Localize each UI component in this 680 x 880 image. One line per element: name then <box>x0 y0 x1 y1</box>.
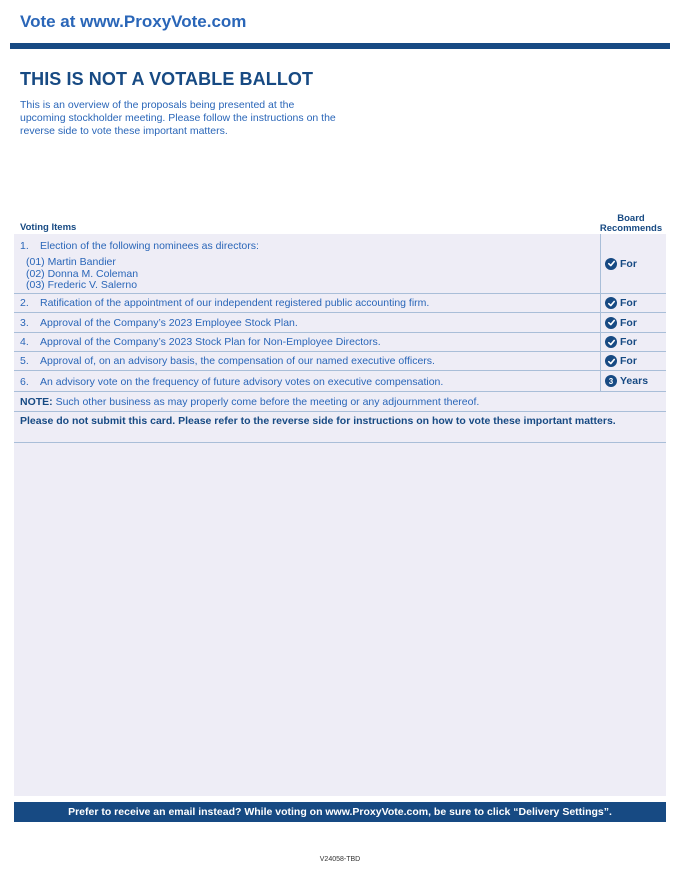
recommendation-label: For <box>620 257 637 270</box>
item-number: 1. <box>20 240 29 252</box>
board-recommendation <box>600 371 666 391</box>
recommendation-label: For <box>620 316 637 329</box>
page-title: THIS IS NOT A VOTABLE BALLOT <box>20 69 314 89</box>
nominee: (03) Frederic V. Salerno <box>26 279 138 291</box>
warning-row <box>14 412 666 443</box>
document-code: V24058-TBD <box>319 856 361 863</box>
checkmark-circle-icon <box>605 258 617 270</box>
recommendation-label: For <box>620 297 637 309</box>
nominee: (02) Donna M. Coleman <box>26 267 139 280</box>
note-row <box>14 392 666 412</box>
recommendation-label: For <box>620 355 637 367</box>
header-rule <box>10 43 670 49</box>
note-text <box>20 396 479 408</box>
voting-item-1 <box>14 234 666 294</box>
do-not-submit-warning: Please do not submit this card. Please refer to the reverse side for instructions on how to vote these important matters. <box>20 415 616 427</box>
board-recommendation <box>600 294 666 312</box>
item-text: Approval of, on an advisory basis, the compensation of our named executive officers. <box>40 355 435 367</box>
board-recommendation <box>600 234 666 293</box>
board-recommendation <box>600 313 666 332</box>
note-body: Such other business as may properly come before the meeting or any adjournment thereof. <box>52 396 480 408</box>
board-heading-line1: Board <box>617 213 645 224</box>
checkmark-circle-icon <box>605 297 617 309</box>
voting-item-3 <box>14 313 666 333</box>
delivery-settings-banner: Prefer to receive an email instead? While voting on www.ProxyVote.com, be sure to click “Delivery Settings”. <box>14 802 666 822</box>
item-number: 6. <box>20 376 29 388</box>
voting-item-5 <box>14 352 666 371</box>
checkmark-circle-icon <box>605 355 617 367</box>
item-text: An advisory vote on the frequency of future advisory votes on executive compensation. <box>40 376 444 388</box>
voting-item-6 <box>14 371 666 392</box>
item-number: 3. <box>20 317 29 329</box>
checkmark-circle-icon <box>605 317 617 329</box>
checkmark-circle-icon <box>605 336 617 348</box>
voting-items-heading: Voting Items <box>20 222 77 233</box>
intro-text: This is an overview of the proposals being presented at the upcoming stockholder meeting. Please follow the instructions on the reverse side to vote these important matters. <box>20 99 336 137</box>
voting-item-2 <box>14 294 666 313</box>
note-label: NOTE: <box>20 396 53 408</box>
item-text: Ratification of the appointment of our independent registered public accounting firm. <box>40 297 430 309</box>
recommendation-label: Years <box>620 375 649 387</box>
board-heading-line2: Recommends <box>599 223 663 234</box>
item-text: Approval of the Company’s 2023 Employee Stock Plan. <box>40 317 298 329</box>
recommendation-label: For <box>620 336 637 348</box>
board-recommends-heading <box>598 214 664 234</box>
voting-items-panel <box>14 234 666 796</box>
voting-item-4 <box>14 333 666 352</box>
proxyvote-header: Vote at www.ProxyVote.com <box>20 12 247 31</box>
item-text: Election of the following nominees as directors: <box>40 240 259 252</box>
table-header <box>14 210 666 234</box>
board-recommendation <box>600 333 666 351</box>
item-number: 4. <box>20 336 29 348</box>
number-three-circle-icon: 3 <box>605 375 617 387</box>
nominee-list <box>26 257 138 292</box>
nominee: (01) Martin Bandier <box>26 256 116 268</box>
item-number: 2. <box>20 297 29 309</box>
item-number: 5. <box>20 355 29 367</box>
item-text: Approval of the Company’s 2023 Stock Plan for Non-Employee Directors. <box>40 336 381 348</box>
board-recommendation <box>600 352 666 370</box>
